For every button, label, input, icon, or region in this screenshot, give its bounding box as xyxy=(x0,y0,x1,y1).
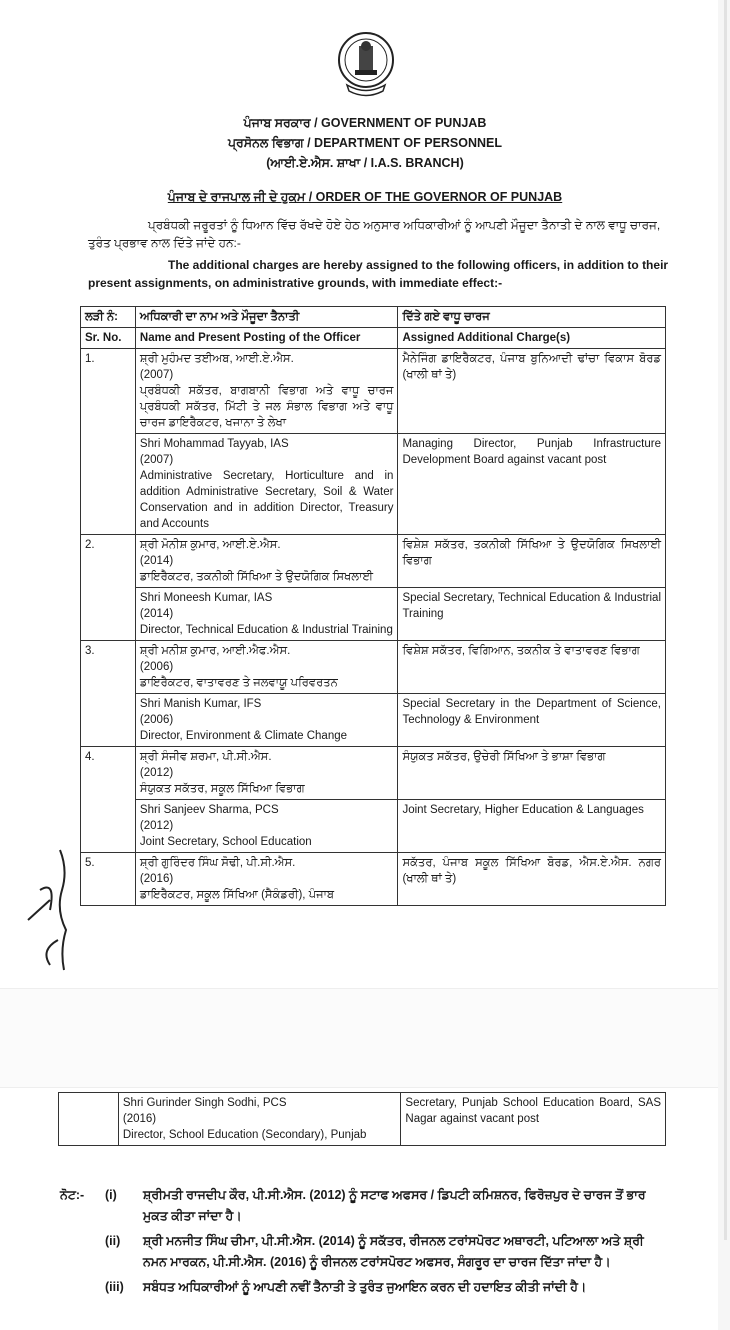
note-item xyxy=(60,1277,670,1298)
table-header-punjabi xyxy=(81,307,666,328)
branch-heading: (ਆਈ.ਏ.ਐਸ. ਸ਼ਾਖਾ / I.A.S. BRANCH) xyxy=(266,156,464,170)
assigned-charge-en: Joint Secretary, Higher Education & Languages xyxy=(398,800,666,853)
note-number: (i) xyxy=(105,1188,117,1202)
sr-cell xyxy=(59,1093,119,1146)
header-charge-en: Assigned Additional Charge(s) xyxy=(398,328,666,349)
page-break xyxy=(0,988,718,1088)
officer-name-en: Shri Mohammad Tayyab, IAS (2007) Administrative Secretary, Horticulture and in addition Administrative Secretary, Soil & Water Conservation and in addition Director, Treasury and Accounts xyxy=(135,434,398,535)
officer-name-en: Shri Manish Kumar, IFS (2006) Director, Environment & Climate Change xyxy=(135,694,398,747)
government-heading: ਪੰਜਾਬ ਸਰਕਾਰ / GOVERNMENT OF PUNJAB xyxy=(243,116,487,130)
table-row xyxy=(81,853,666,906)
table-row xyxy=(59,1093,666,1146)
sr-number: 5. xyxy=(81,853,136,906)
header-name-en: Name and Present Posting of the Officer xyxy=(135,328,398,349)
sr-number: 2. xyxy=(81,535,136,641)
header-sr-en: Sr. No. xyxy=(81,328,136,349)
note-number: (iii) xyxy=(105,1280,124,1294)
scrollbar-thumb[interactable] xyxy=(724,0,727,1240)
notes-label: ਨੋਟ:- xyxy=(60,1188,85,1202)
table-row xyxy=(81,800,666,853)
assigned-charge-en: Managing Director, Punjab Infrastructure Development Board against vacant post xyxy=(398,434,666,535)
officer-name-pa: ਸ਼੍ਰੀ ਸੰਜੀਵ ਸ਼ਰਮਾ, ਪੀ.ਸੀ.ਐਸ. (2012) ਸੰਯੁਕਤ ਸਕੱਤਰ, ਸਕੂਲ ਸਿੱਖਿਆ ਵਿਭਾਗ xyxy=(135,747,398,800)
assigned-charge-pa: ਮੈਨੇਜਿੰਗ ਡਾਇਰੈਕਟਰ, ਪੰਜਾਬ ਬੁਨਿਆਦੀ ਢਾਂਚਾ ਵਿਕਾਸ ਬੋਰਡ (ਖਾਲੀ ਥਾਂ ਤੇ) xyxy=(398,349,666,434)
table-row xyxy=(81,349,666,434)
assigned-charge-pa: ਵਿਸ਼ੇਸ਼ ਸਕੱਤਰ, ਤਕਨੀਕੀ ਸਿੱਖਿਆ ਤੇ ਉਦਯੋਗਿਕ ਸਿਖਲਾਈ ਵਿਭਾਗ xyxy=(398,535,666,588)
note-item xyxy=(60,1185,670,1227)
officer-name-pa: ਸ਼੍ਰੀ ਮੁਹੰਮਦ ਤਈਅਬ, ਆਈ.ਏ.ਐਸ. (2007) ਪ੍ਰਬੰਧਕੀ ਸਕੱਤਰ, ਬਾਗਬਾਨੀ ਵਿਭਾਗ ਅਤੇ ਵਾਧੂ ਚਾਰਜ ਪ੍ਰਬੰਧਕੀ ਸਕੱਤਰ, ਮਿੱਟੀ ਤੇ ਜਲ ਸੰਭਾਲ ਵਿਭਾਗ ਅਤੇ ਵਾਧੂ ਚਾਰਜ ਡਾਇਰੈਕਟਰ, ਖਜਾਨਾ ਤੇ ਲੇਖਾ xyxy=(135,349,398,434)
table-row xyxy=(81,434,666,535)
table-header-english xyxy=(81,328,666,349)
table-row xyxy=(81,588,666,641)
officer-name-en: Shri Sanjeev Sharma, PCS (2012) Joint Secretary, School Education xyxy=(135,800,398,853)
table-row xyxy=(81,694,666,747)
header-name-pa: ਅਧਿਕਾਰੀ ਦਾ ਨਾਮ ਅਤੇ ਮੌਜੂਦਾ ਤੈਨਾਤੀ xyxy=(135,307,398,328)
note-number: (ii) xyxy=(105,1234,121,1248)
table-row xyxy=(81,641,666,694)
assigned-charge-en: Special Secretary, Technical Education & Industrial Training xyxy=(398,588,666,641)
note-text: ਸ਼੍ਰੀਮਤੀ ਰਾਜਦੀਪ ਕੌਰ, ਪੀ.ਸੀ.ਐਸ. (2012) ਨੂੰ ਸਟਾਫ ਅਫਸਰ / ਡਿਪਟੀ ਕਮਿਸ਼ਨਰ, ਫਿਰੋਜ਼ਪੁਰ ਦੇ ਚਾਰਜ ਤੋਂ ਭਾਰ ਮੁਕਤ ਕੀਤਾ ਜਾਂਦਾ ਹੈ। xyxy=(143,1188,646,1223)
handwritten-annotation xyxy=(20,840,80,980)
sr-number: 4. xyxy=(81,747,136,853)
order-title: ਪੰਜਾਬ ਦੇ ਰਾਜਪਾਲ ਜੀ ਦੇ ਹੁਕਮ / ORDER OF THE GOVERNOR OF PUNJAB xyxy=(167,190,563,204)
assigned-charge-pa: ਸੰਯੁਕਤ ਸਕੱਤਰ, ਉਚੇਰੀ ਸਿੱਖਿਆ ਤੇ ਭਾਸ਼ਾ ਵਿਭਾਗ xyxy=(398,747,666,800)
sr-number: 1. xyxy=(81,349,136,535)
assigned-charge-pa: ਵਿਸ਼ੇਸ਼ ਸਕੱਤਰ, ਵਿਗਿਆਨ, ਤਕਨੀਕ ਤੇ ਵਾਤਾਵਰਣ ਵਿਭਾਗ xyxy=(398,641,666,694)
note-item xyxy=(60,1231,670,1273)
header-sr-pa: ਲੜੀ ਨੰ: xyxy=(81,307,136,328)
assigned-charge-en: Special Secretary in the Department of Science, Technology & Environment xyxy=(398,694,666,747)
officers-table-continued xyxy=(58,1092,666,1146)
intro-punjabi: ਪ੍ਰਬੰਧਕੀ ਜਰੂਰਤਾਂ ਨੂੰ ਧਿਆਨ ਵਿੱਚ ਰੱਖਦੇ ਹੋਏ ਹੇਠ ਅਨੁਸਾਰ ਅਧਿਕਾਰੀਆਂ ਨੂੰ ਆਪਣੀ ਮੌਜੂਦਾ ਤੈਨਾਤੀ ਦੇ ਨਾਲ ਵਾਧੂ ਚਾਰਜ, ਤੁਰੰਤ ਪ੍ਰਭਾਵ ਨਾਲ ਦਿੱਤੇ ਜਾਂਦੇ ਹਨ:- xyxy=(88,218,661,250)
officer-name-en: Shri Gurinder Singh Sodhi, PCS (2016) Director, School Education (Secondary), Punjab xyxy=(118,1093,401,1146)
note-text: ਸਬੰਧਤ ਅਧਿਕਾਰੀਆਂ ਨੂੰ ਆਪਣੀ ਨਵੀਂ ਤੈਨਾਤੀ ਤੇ ਤੁਰੰਤ ਜੁਆਇਨ ਕਰਨ ਦੀ ਹਦਾਇਤ ਕੀਤੀ ਜਾਂਦੀ ਹੈ। xyxy=(143,1280,587,1294)
officers-table xyxy=(80,306,666,906)
note-text: ਸ਼੍ਰੀ ਮਨਜੀਤ ਸਿੰਘ ਚੀਮਾ, ਪੀ.ਸੀ.ਐਸ. (2014) ਨੂੰ ਸਕੱਤਰ, ਰੀਜਨਲ ਟਰਾਂਸਪੋਰਟ ਅਥਾਰਟੀ, ਪਟਿਆਲਾ ਅਤੇ ਸ਼੍ਰੀ ਨਮਨ ਮਾਰਕਨ, ਪੀ.ਸੀ.ਐਸ. (2016) ਨੂੰ ਰੀਜਨਲ ਟਰਾਂਸਪੋਰਟ ਅਫਸਰ, ਸੰਗਰੂਰ ਦਾ ਚਾਰਜ ਦਿੱਤਾ ਜਾਂਦਾ ਹੈ। xyxy=(143,1234,644,1269)
officer-name-pa: ਸ਼੍ਰੀ ਮਨੀਸ਼ ਕੁਮਾਰ, ਆਈ.ਐਫ.ਐਸ. (2006) ਡਾਇਰੈਕਟਰ, ਵਾਤਾਵਰਣ ਤੇ ਜਲਵਾਯੂ ਪਰਿਵਰਤਨ xyxy=(135,641,398,694)
assigned-charge-pa: ਸਕੱਤਰ, ਪੰਜਾਬ ਸਕੂਲ ਸਿੱਖਿਆ ਬੋਰਡ, ਐਸ.ਏ.ਐਸ. ਨਗਰ (ਖਾਲੀ ਥਾਂ ਤੇ) xyxy=(398,853,666,906)
department-heading: ਪ੍ਰਸੋਨਲ ਵਿਭਾਗ / DEPARTMENT OF PERSONNEL xyxy=(227,136,503,150)
state-emblem-icon xyxy=(335,30,397,102)
intro-english: The additional charges are hereby assigned to the following officers, in addition to their present assignments, on administrative grounds, with immediate effect:- xyxy=(88,258,669,290)
sr-number: 3. xyxy=(81,641,136,747)
table-row xyxy=(81,535,666,588)
notes-section xyxy=(60,1185,670,1302)
officer-name-pa: ਸ਼੍ਰੀ ਮੋਨੀਸ਼ ਕੁਮਾਰ, ਆਈ.ਏ.ਐਸ. (2014) ਡਾਇਰੈਕਟਰ, ਤਕਨੀਕੀ ਸਿੱਖਿਆ ਤੇ ਉਦਯੋਗਿਕ ਸਿਖਲਾਈ xyxy=(135,535,398,588)
officer-name-en: Shri Moneesh Kumar, IAS (2014) Director, Technical Education & Industrial Training xyxy=(135,588,398,641)
assigned-charge-en: Secretary, Punjab School Education Board, SAS Nagar against vacant post xyxy=(401,1093,666,1146)
header-charge-pa: ਦਿੱਤੇ ਗਏ ਵਾਧੂ ਚਾਰਜ xyxy=(398,307,666,328)
officer-name-pa: ਸ਼੍ਰੀ ਗੁਰਿੰਦਰ ਸਿੰਘ ਸੋਢੀ, ਪੀ.ਸੀ.ਐਸ. (2016) ਡਾਇਰੈਕਟਰ, ਸਕੂਲ ਸਿੱਖਿਆ (ਸੈਕੰਡਰੀ), ਪੰਜਾਬ xyxy=(135,853,398,906)
table-row xyxy=(81,747,666,800)
